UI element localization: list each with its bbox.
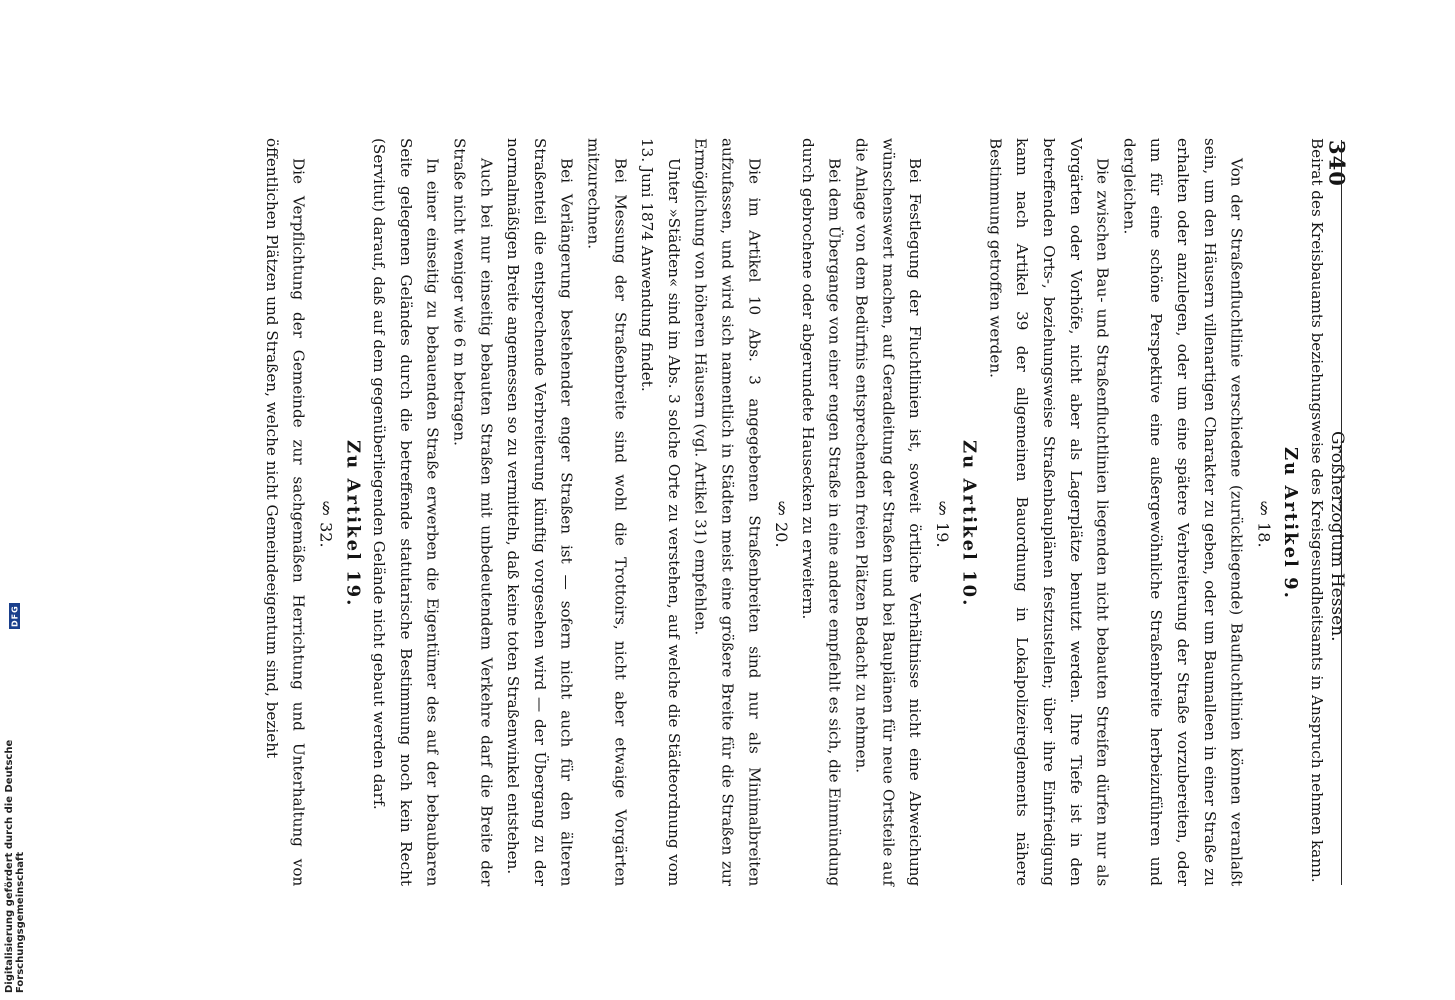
article-heading: Zu Artikel 9. [1280,447,1302,601]
paragraph: Die Verpflichtung der Gemeinde zur sachgemäßen Herrichtung und Unterhaltung von öffentlichen Plätzen und Straßen, welche nicht Gemeindeeigentum sind, bezieht [262,138,308,886]
credit-text: Digitalisierung gefördert durch die Deutsche Forschungsgemeinschaft [4,739,26,993]
section-number: § 18. [1254,497,1274,548]
paragraph: Bei Festlegung der Fluchtlinien ist, soweit örtliche Verhältnisse nicht eine Abweichung wünschenswert machen, auf Geradleitung der Straßen und bei Bauplänen für neue Ortsteile auf die Anlage von dem Bedürfnis entsprechenden freien Plätzen Bedacht zu nehmen. [852,138,925,886]
running-title: Großherzogtum Hessen. [1327,430,1347,642]
digitization-credit [4,603,26,993]
paragraph: Beirat des Kreisbauamts beziehungsweise des Kreisgesundheitsamts in Anspruch nehmen kann. [1308,138,1326,883]
paragraph: Die im Artikel 10 Abs. 3 angegebenen Straßenbreiten sind nur als Minimalbreiten aufzufassen, und wird sich namentlich in Städten meist eine größere Breite für die Straßen zur Ermöglichung von höheren Häusern (vgl. Artikel 31) empfehlen. [691,138,764,886]
paragraph: In einer einseitig zu bebauenden Straße erwerben die Eigentümer des auf der bebaubaren Seite gelegenen Geländes durch die betreffende statutarische Bestimmung noch kein Recht (Servitut) darauf, daß auf dem gegenüberliegenden Gelände nicht gebaut werden darf. [370,138,442,886]
paragraph: Unter »Städten« sind im Abs. 3 solche Orte zu verstehen, auf welche die Städteordnung vom 13. Juni 1874 Anwendung findet. [638,138,683,886]
article-heading: Zu Artikel 10. [958,439,980,608]
section-number: § 19. [932,497,952,548]
dfg-logo: DFG [10,605,20,627]
body-text [230,138,1330,886]
paragraph: Auch bei nur einseitig bebauten Straßen mit unbedeutendem Verkehre darf die Breite der Straße nicht weniger wie 6 m betragen. [450,138,496,886]
paragraph: Von der Straßenfluchtlinie verschiedene (zurückliegende) Baufluchtlinien können veranlaßt sein, um den Häusern villenartigen Charakter zu geben, oder um Baumalleen in einer Straße zu erhalten oder anzulegen, oder um eine spätere Verbreiterung der Straße vorzubereiten, oder um für eine schöne Perspektive eine außergewöhnliche Straßenbreite herbeizuführen und dergleichen. [1120,138,1246,886]
paragraph: Die zwischen Bau- und Straßenfluchtlinien liegenden nicht bebauten Streifen dürfen nur als Vorgärten oder Vorhöfe, nicht aber als Lagerplätze benutzt werden. Ihre Tiefe ist in den betreffenden Orts-, beziehungsweise Straßenbauplänen festzustellen; über ihre Einfriedigung kann nach Artikel 39 der allgemeinen Bauordnung in Lokalpolizeireglements nähere Bestimmung getroffen werden. [986,138,1112,886]
header-rule [1341,140,1342,885]
paragraph: Bei Messung der Straßenbreite sind wohl die Trottoirs, nicht aber etwaige Vorgärten mitzurechnen. [584,138,630,886]
section-number: § 20. [772,497,792,548]
article-heading: Zu Artikel 19. [342,439,364,608]
page-number: 340 [1324,140,1350,187]
paragraph: Bei Verlängerung bestehender enger Straßen ist — sofern nicht auch für den älteren Straßenteil die entsprechende Verbreiterung künftig vorgesehen wird — der Übergang zu der normalmäßigen Breite angemessen so zu vermitteln, daß keine toten Straßenwinkel entstehen. [504,138,576,886]
section-number: § 32. [316,497,336,548]
paragraph: Bei dem Übergange von einer engen Straße in eine andere empfiehlt es sich, die Einmündung durch gebrochene oder abgerundete Hausecken zu erweitern. [798,138,844,886]
